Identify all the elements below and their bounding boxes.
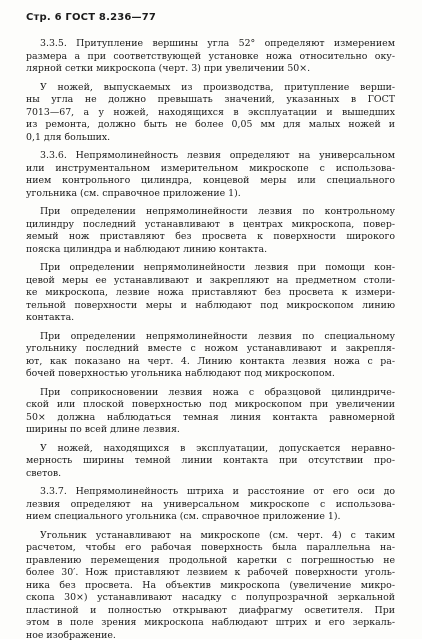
text-line: При определении непрямолинейности лезвия по контрольному xyxy=(26,206,395,219)
text-line: цевой меры ее устанавливают и закрепляют на предметном столи- xyxy=(26,275,395,288)
paragraph-p-in-service xyxy=(26,443,395,481)
text-line: При определении непрямолинейности лезвия по специальному xyxy=(26,331,395,344)
text-line: ют, как показано на черт. 4. Линию контакта лезвия ножа с ра- xyxy=(26,356,395,369)
text-line: У ножей, находящихся в эксплуатации, допускается неравно- xyxy=(26,443,395,456)
text-line: или инструментальном измерительном микроскопе с использова- xyxy=(26,163,395,176)
text-line: расчетом, чтобы его рабочая поверхность была параллельна на- xyxy=(26,542,395,555)
text-line: светов. xyxy=(26,468,395,481)
text-line: яемый нож приставляют без просвета к поверхности широкого xyxy=(26,231,395,244)
text-line: размера a при соответствующей установке ножа относительно оку- xyxy=(26,51,395,64)
text-line: При определении непрямолинейности лезвия при помощи кон- xyxy=(26,262,395,275)
text-line: цилиндру последний устанавливают в центрах микроскопа, повер- xyxy=(26,219,395,232)
text-line: 7013—67, а у ножей, находящихся в эксплуатации и вышедших xyxy=(26,107,395,120)
text-line: 0,1 для больших. xyxy=(26,132,395,145)
text-line: 3.3.6. Непрямолинейность лезвия определяют на универсальном xyxy=(26,150,395,163)
paragraph-p-contact-line xyxy=(26,387,395,437)
text-line: угольника (см. справочное приложение 1). xyxy=(26,188,395,201)
paragraph-p-gauge-block xyxy=(26,262,395,325)
text-line: ны угла не должно превышать значений, указанных в ГОСТ xyxy=(26,94,395,107)
document-body xyxy=(26,38,395,642)
text-line: пластиной и полностью открывают диафрагму осветителя. При xyxy=(26,605,395,618)
text-line: лезвия определяют на универсальном микроскопе с использова- xyxy=(26,499,395,512)
text-line: правлению перемещения продольной каретки с погрешностью не xyxy=(26,555,395,568)
text-line: более 30′. Нож приставляют лезвием к рабочей поверхности уголь- xyxy=(26,567,395,580)
text-line: контакта. xyxy=(26,312,395,325)
text-line: угольнику последний вместе с ножом устанавливают и закрепля- xyxy=(26,343,395,356)
text-line: Угольник устанавливают на микроскопе (см. черт. 4) с таким xyxy=(26,530,395,543)
text-line: 3.3.7. Непрямолинейность штриха и расстояние от его оси до xyxy=(26,486,395,499)
paragraph-p-3-3-7 xyxy=(26,486,395,524)
text-line: мерность ширины темной линии контакта при отсутствии про- xyxy=(26,455,395,468)
text-line: ное изображение. xyxy=(26,630,395,642)
text-line: 50× должна наблюдаться темная линия контакта равномерной xyxy=(26,412,395,425)
paragraph-p-knives-new xyxy=(26,82,395,145)
paragraph-p-3-3-5 xyxy=(26,38,395,76)
text-line: нием специального угольника (см. справочное приложение 1). xyxy=(26,511,395,524)
text-line: пояска цилиндра и наблюдают линию контакта. xyxy=(26,244,395,257)
text-line: ника без просвета. На объектив микроскопа (увеличение микро- xyxy=(26,580,395,593)
text-line: При соприкосновении лезвия ножа с образцовой цилиндриче- xyxy=(26,387,395,400)
page-header: Стр. 6 ГОСТ 8.236—77 xyxy=(26,12,395,26)
text-line: 3.3.5. Притупление вершины угла 52° определяют измерением xyxy=(26,38,395,51)
text-line: ширины по всей длине лезвия. xyxy=(26,424,395,437)
text-line: ской или плоской поверхностью под микроскопом при увеличении xyxy=(26,399,395,412)
text-line: бочей поверхностью угольника наблюдают под микроскопом. xyxy=(26,368,395,381)
text-line: ке микроскопа, лезвие ножа приставляют без просвета к измери- xyxy=(26,287,395,300)
text-line: нием контрольного цилиндра, концевой меры или специального xyxy=(26,175,395,188)
text-line: У ножей, выпускаемых из производства, притупление верши- xyxy=(26,82,395,95)
paragraph-p-cylinder xyxy=(26,206,395,256)
paragraph-p-square xyxy=(26,331,395,381)
text-line: из ремонта, должно быть не более 0,05 мм для малых ножей и xyxy=(26,119,395,132)
text-line: скопа 30×) устанавливают насадку с полупрозрачной зеркальной xyxy=(26,592,395,605)
text-line: тельной поверхности меры и наблюдают под микроскопом линию xyxy=(26,300,395,313)
text-line: лярной сетки микроскопа (черт. 3) при увеличении 50×. xyxy=(26,63,395,76)
paragraph-p-3-3-6 xyxy=(26,150,395,200)
text-line: этом в поле зрения микроскопа наблюдают штрих и его зеркаль- xyxy=(26,617,395,630)
paragraph-p-square-setup xyxy=(26,530,395,642)
